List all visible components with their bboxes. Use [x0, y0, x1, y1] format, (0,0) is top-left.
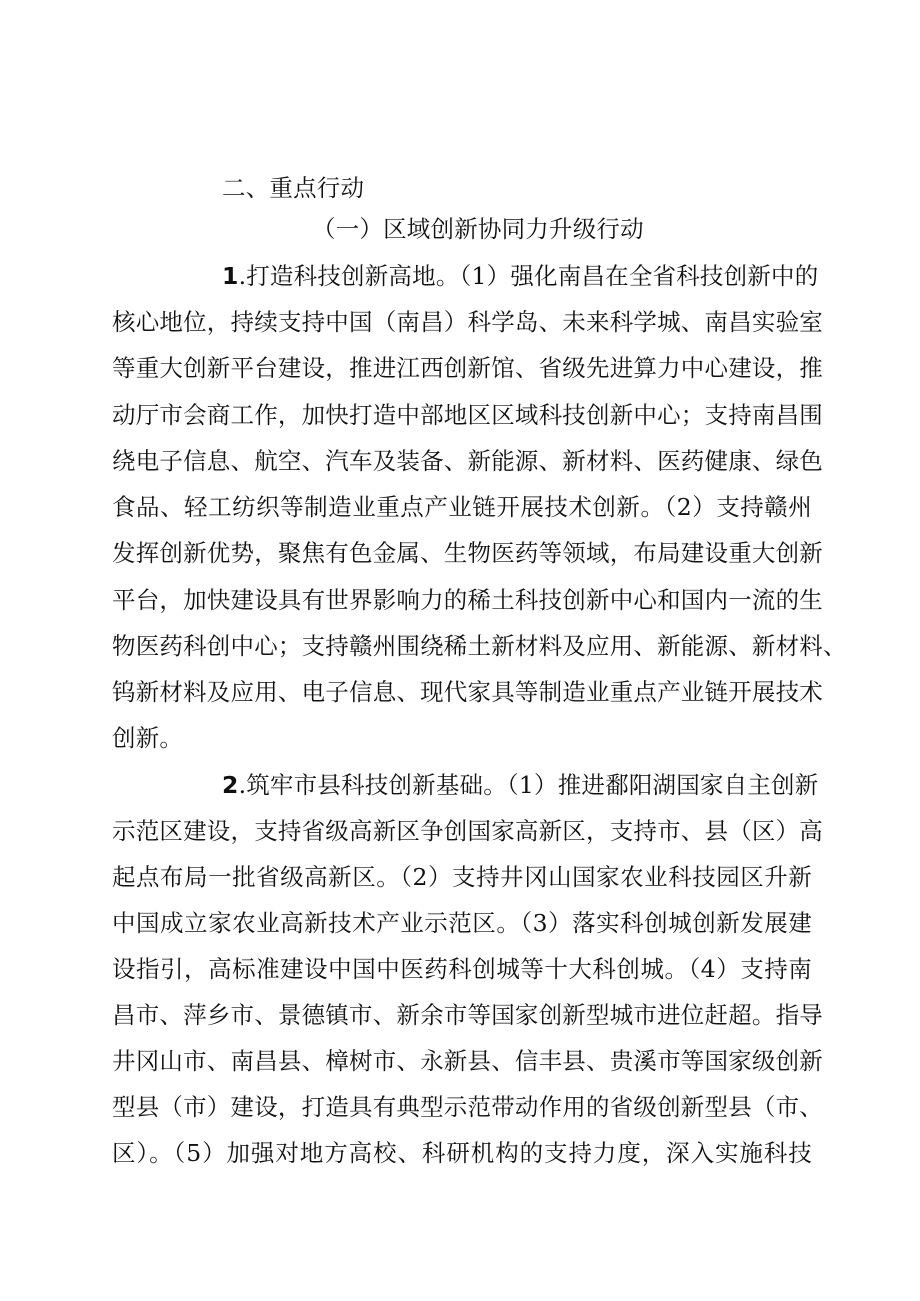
- paragraph-2-line-2: 示范区建设，支持省级高新区争创国家高新区，支持市、县（区）高: [112, 817, 823, 845]
- paragraph-2-line-7: 井冈山市、南昌县、樟树市、永新县、信丰县、贵溪市等国家级创新: [112, 1047, 823, 1075]
- paragraph-1-line-5: 绕电子信息、航空、汽车及装备、新能源、新材料、医药健康、绿色: [112, 447, 823, 475]
- paragraph-1-line-3: 等重大创新平台建设，推进江西创新馆、省级先进算力中心建设，推: [112, 354, 823, 382]
- paragraph-2-line-1: 2.筑牢市县科技创新基础。（1）推进鄱阳湖国家自主创新: [222, 771, 819, 799]
- paragraph-2-line-6: 昌市、萍乡市、景德镇市、新余市等国家创新型城市进位赶超。指导: [112, 1001, 823, 1029]
- paragraph-1-number: 1: [222, 262, 239, 290]
- paragraph-2-line-3: 起点布局一批省级高新区。（2）支持井冈山国家农业科技园区升新: [112, 863, 812, 891]
- paragraph-2-line-5: 设指引，高标准建设中国中医药科创城等十大科创城。（4）支持南: [112, 955, 812, 983]
- paragraph-2-line-8: 型县（市）建设，打造具有典型示范带动作用的省级创新型县（市、: [112, 1093, 823, 1121]
- section-heading: 二、重点行动: [222, 174, 365, 202]
- paragraph-1-line-2: 核心地位，持续支持中国（南昌）科学岛、未来科学城、南昌实验室: [112, 308, 823, 336]
- paragraph-1-line-7: 发挥创新优势，聚焦有色金属、生物医药等领域，布局建设重大创新: [112, 539, 823, 567]
- paragraph-1-line-4: 动厅市会商工作，加快打造中部地区区域科技创新中心；支持南昌围: [112, 401, 823, 429]
- paragraph-2-number: 2: [222, 771, 239, 799]
- paragraph-1-line-11: 创新。: [112, 724, 184, 752]
- paragraph-1-line-1: 1.打造科技创新高地。（1）强化南昌在全省科技创新中的: [222, 262, 819, 290]
- paragraph-2-line-4: 中国成立家农业高新技术产业示范区。（3）落实科创城创新发展建: [112, 909, 812, 937]
- paragraph-1-line-10: 钨新材料及应用、电子信息、现代家具等制造业重点产业链开展技术: [112, 678, 823, 706]
- paragraph-1-line-8: 平台，加快建设具有世界影响力的稀土科技创新中心和国内一流的生: [112, 586, 823, 614]
- paragraph-2-line-9: 区）。（5）加强对地方高校、科研机构的支持力度，深入实施科技: [112, 1139, 812, 1167]
- subsection-heading: （一）区域创新协同力升级行动: [312, 215, 644, 243]
- paragraph-1-line-9: 物医药科创中心；支持赣州围绕稀土新材料及应用、新能源、新材料、: [112, 632, 847, 660]
- paragraph-1-line-6: 食品、轻工纺织等制造业重点产业链开展技术创新。（2）支持赣州: [112, 493, 812, 521]
